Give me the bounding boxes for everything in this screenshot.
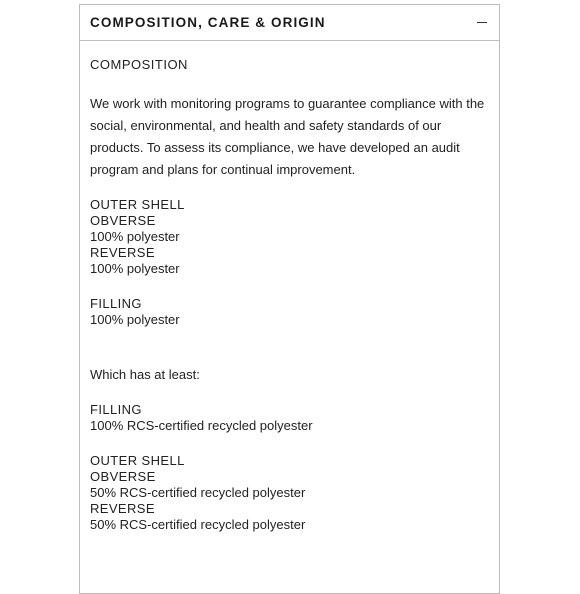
- intro-paragraph: We work with monitoring programs to guarantee compliance with the social, environmental, and health and safety standards of our products. To assess its compliance, we have developed an audit program and plans for continual improvement.: [90, 96, 485, 177]
- accordion-content: [80, 41, 499, 533]
- outer-shell-block: [90, 197, 489, 277]
- certified-outer-shell-block: [90, 453, 489, 533]
- certified-reverse-label: REVERSE: [90, 501, 155, 516]
- outer-shell-label: OUTER SHELL: [90, 197, 185, 212]
- certified-reverse-value: 50% RCS-certified recycled polyester: [90, 517, 306, 532]
- accordion-header[interactable]: [80, 5, 499, 41]
- certified-obverse-label: OBVERSE: [90, 469, 156, 484]
- section-title: COMPOSITION: [90, 57, 188, 72]
- minus-icon[interactable]: [476, 17, 488, 29]
- at-least-text: Which has at least:: [90, 367, 200, 382]
- certified-outer-shell-label: OUTER SHELL: [90, 453, 185, 468]
- certified-filling-label: FILLING: [90, 402, 142, 417]
- filling-value: 100% polyester: [90, 312, 180, 327]
- reverse-label: REVERSE: [90, 245, 155, 260]
- accordion-title: COMPOSITION, CARE & ORIGIN: [90, 15, 326, 30]
- filling-block: [90, 296, 489, 328]
- obverse-value: 100% polyester: [90, 229, 180, 244]
- certified-filling-block: [90, 402, 489, 434]
- certified-filling-value: 100% RCS-certified recycled polyester: [90, 418, 313, 433]
- obverse-label: OBVERSE: [90, 213, 156, 228]
- reverse-value: 100% polyester: [90, 261, 180, 276]
- certified-obverse-value: 50% RCS-certified recycled polyester: [90, 485, 306, 500]
- composition-accordion: [79, 4, 500, 594]
- filling-label: FILLING: [90, 296, 142, 311]
